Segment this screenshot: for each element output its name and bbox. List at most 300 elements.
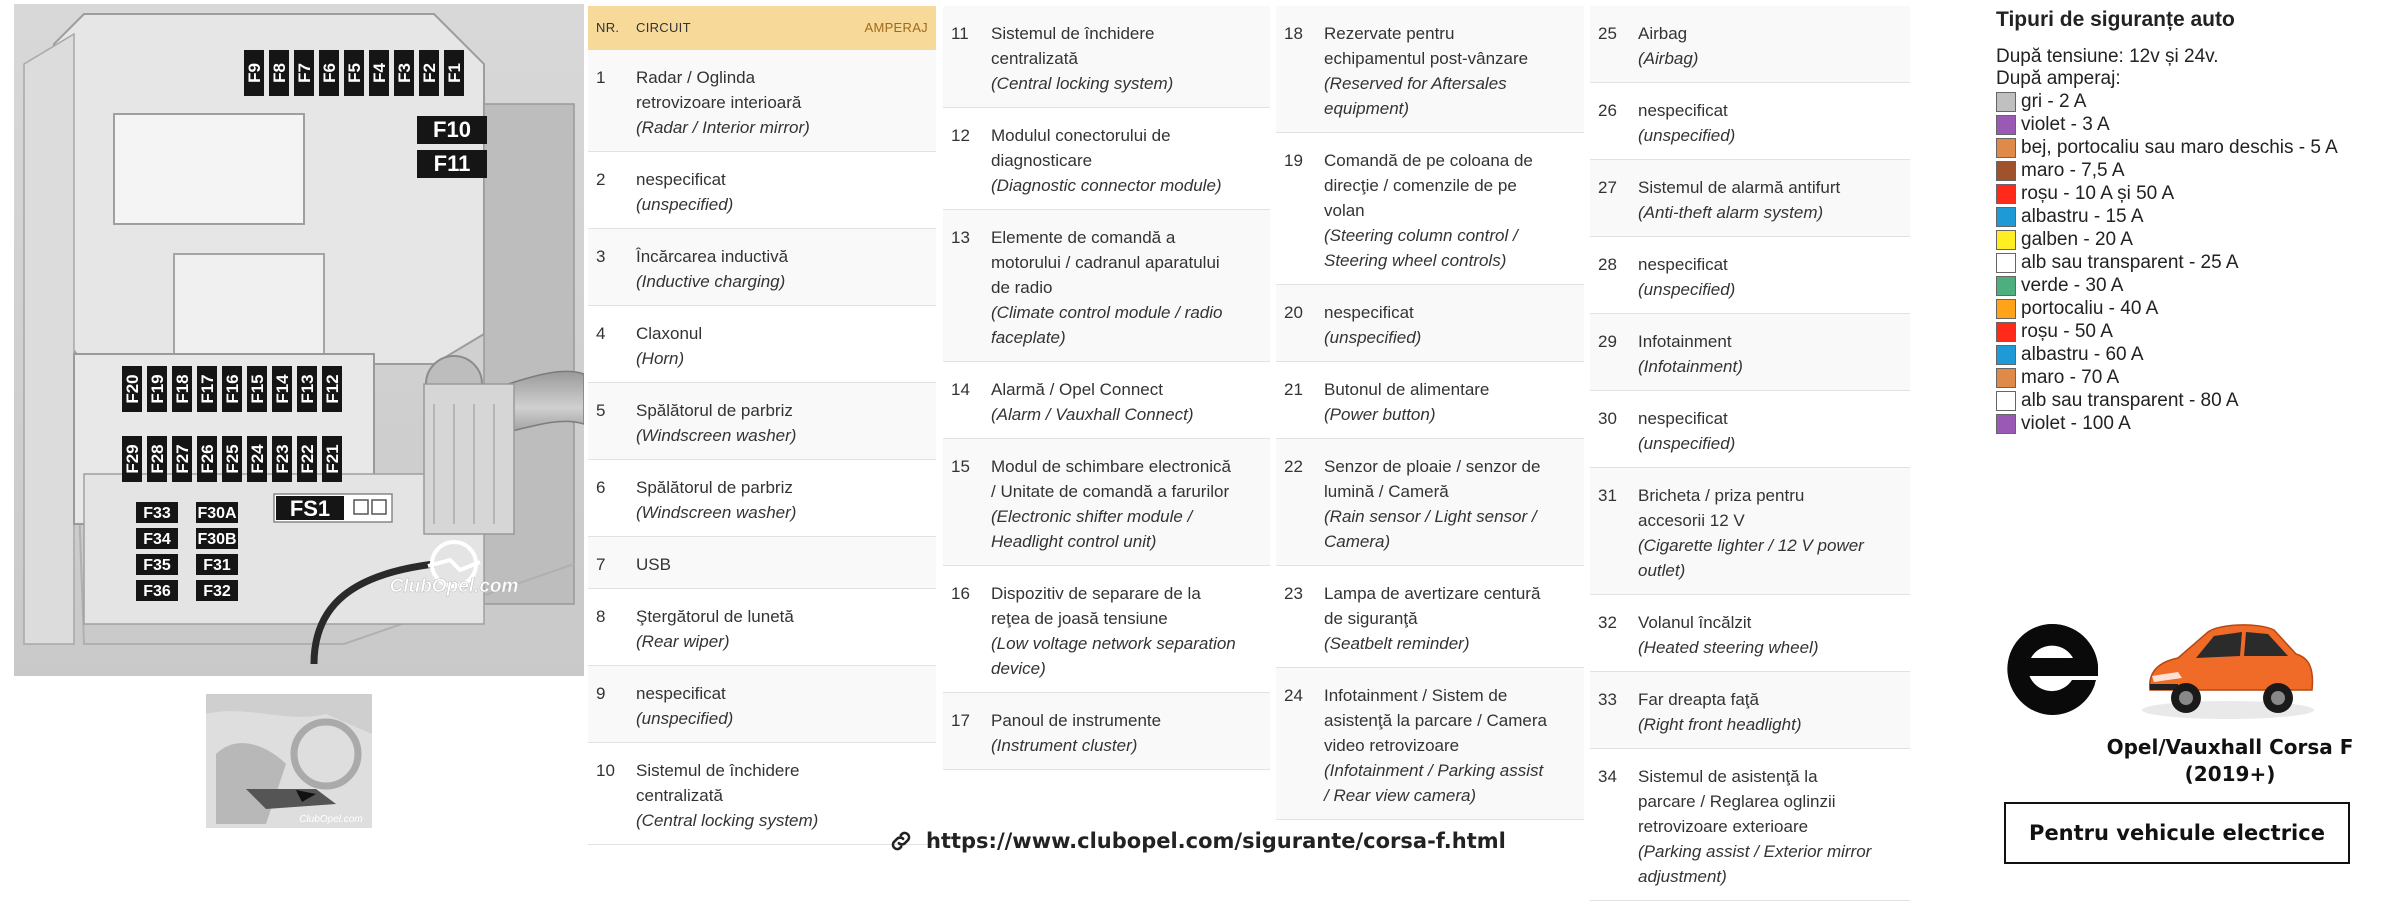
fuse-number: 31 <box>1590 468 1630 595</box>
svg-text:F9: F9 <box>245 63 264 83</box>
table-row <box>588 383 936 460</box>
circuit-ro: Elemente de comandă a motorului / cadranul aparatului de radio <box>991 228 1220 297</box>
fuse-circuit <box>1316 362 1558 439</box>
fuse-f27 <box>172 436 192 482</box>
fuse-circuit <box>1630 749 1884 901</box>
table-row <box>943 566 1270 693</box>
fuse-circuit <box>1316 6 1558 133</box>
circuit-ro: Far dreapta faţă <box>1638 690 1759 709</box>
fuse-table-column-4 <box>1590 6 1910 901</box>
legend-item <box>1996 343 2376 366</box>
legend-swatch <box>1996 138 2016 158</box>
legend-amperage-heading: După amperaj: <box>1996 68 2121 89</box>
circuit-ro: nespecificat <box>636 684 726 703</box>
legend-item <box>1996 136 2376 159</box>
circuit-en: (Heated steering wheel) <box>1638 638 1819 657</box>
fuse-f30a <box>196 502 238 523</box>
fuse-f8 <box>269 50 289 96</box>
table-row <box>1590 6 1910 83</box>
fuse-f4 <box>369 50 389 96</box>
fuse-f35 <box>136 554 178 575</box>
circuit-en: (Rear wiper) <box>636 632 730 651</box>
svg-text:F8: F8 <box>270 63 289 83</box>
svg-text:F5: F5 <box>345 63 364 83</box>
circuit-ro: Butonul de alimentare <box>1324 380 1490 399</box>
circuit-ro: nespecificat <box>1638 101 1728 120</box>
car-model-years: (2019+) <box>2184 762 2276 786</box>
legend-label: roșu - 10 A și 50 A <box>2021 183 2175 204</box>
fuse-number: 1 <box>588 50 628 152</box>
fuse-amperage <box>856 306 936 383</box>
fuse-fs1 <box>274 494 392 522</box>
svg-text:F7: F7 <box>295 63 314 83</box>
fuse-amperage <box>856 666 936 743</box>
table-row <box>1590 595 1910 672</box>
fuse-amperage <box>1884 314 1910 391</box>
fuse-circuit <box>983 108 1244 210</box>
circuit-en: (unspecified) <box>1638 280 1736 299</box>
fuse-amperage <box>1884 672 1910 749</box>
legend-swatch <box>1996 299 2016 319</box>
svg-text:F26: F26 <box>198 444 217 474</box>
fuse-number: 29 <box>1590 314 1630 391</box>
fuse-circuit <box>628 50 856 152</box>
fuse-amperage <box>1244 210 1270 362</box>
fuse-color-legend <box>1996 8 2376 435</box>
source-url: https://www.clubopel.com/sigurante/corsa-f.html <box>926 829 1506 853</box>
location-thumbnail <box>206 694 372 828</box>
fuse-circuit <box>983 439 1244 566</box>
table-row <box>1276 668 1584 820</box>
legend-swatch <box>1996 414 2016 434</box>
table-row <box>943 439 1270 566</box>
svg-text:F12: F12 <box>323 374 342 404</box>
table-row <box>588 229 936 306</box>
fuse-number: 34 <box>1590 749 1630 901</box>
fuse-circuit <box>628 306 856 383</box>
fuse-circuit <box>983 6 1244 108</box>
legend-voltage: După tensiune: 12v și 24v. <box>1996 46 2219 67</box>
fuse-f9 <box>244 50 264 96</box>
legend-label: verde - 30 A <box>2021 275 2124 296</box>
fuse-f1 <box>444 50 464 96</box>
circuit-ro: Modulul conectorului de diagnosticare <box>991 126 1171 170</box>
svg-text:F2: F2 <box>420 63 439 83</box>
circuit-ro: Bricheta / priza pentru accesorii 12 V <box>1638 486 1805 530</box>
car-model-name: Opel/Vauxhall Corsa F <box>2106 735 2354 759</box>
header-circuit: CIRCUIT <box>628 6 856 50</box>
circuit-en: (Central locking system) <box>636 811 819 830</box>
table-row <box>1276 6 1584 133</box>
fuse-f31 <box>196 554 238 575</box>
legend-swatch <box>1996 253 2016 273</box>
legend-item <box>1996 205 2376 228</box>
table-row <box>1590 237 1910 314</box>
fuse-amperage <box>1884 749 1910 901</box>
fuse-number: 20 <box>1276 285 1316 362</box>
circuit-ro: Sistemul de închidere centralizată <box>991 24 1155 68</box>
circuit-en: (Windscreen washer) <box>636 426 797 445</box>
svg-text:F22: F22 <box>298 444 317 474</box>
fuse-number: 25 <box>1590 6 1630 83</box>
table-row <box>1590 160 1910 237</box>
fuse-f26 <box>197 436 217 482</box>
legend-label: violet - 3 A <box>2021 114 2110 135</box>
fuse-f5 <box>344 50 364 96</box>
table-row <box>588 152 936 229</box>
fuse-f18 <box>172 366 192 412</box>
svg-text:F1: F1 <box>445 63 464 83</box>
fuse-amperage <box>1884 237 1910 314</box>
fuse-row-lower <box>122 436 342 482</box>
fuse-f30b <box>196 528 238 549</box>
svg-text:F21: F21 <box>323 444 342 474</box>
fuse-amperage <box>1884 595 1910 672</box>
circuit-en: (Electronic shifter module / Headlight control unit) <box>991 507 1193 551</box>
table-row <box>1276 133 1584 285</box>
fuse-f29 <box>122 436 142 482</box>
fuse-f7 <box>294 50 314 96</box>
link-icon <box>888 828 914 854</box>
table-row <box>1276 439 1584 566</box>
legend-title: Tipuri de siguranțe auto <box>1996 8 2235 31</box>
fuse-number: 18 <box>1276 6 1316 133</box>
car-model-title <box>2080 734 2380 788</box>
fuse-amperage <box>1558 566 1584 668</box>
fuse-amperage <box>1244 693 1270 770</box>
svg-text:F33: F33 <box>143 505 171 522</box>
fuse-circuit <box>1630 468 1884 595</box>
fuse-amperage <box>1884 160 1910 237</box>
svg-text:F17: F17 <box>198 374 217 404</box>
table-row <box>943 693 1270 770</box>
legend-label: bej, portocaliu sau maro deschis - 5 A <box>2021 137 2338 158</box>
fuse-circuit <box>983 566 1244 693</box>
circuit-ro: Claxonul <box>636 324 703 343</box>
fuse-number: 28 <box>1590 237 1630 314</box>
table-row <box>1590 391 1910 468</box>
circuit-en: (Infotainment) <box>1638 357 1743 376</box>
fuse-circuit <box>628 589 856 666</box>
circuit-ro: Comandă de pe coloana de direcţie / comenzile de pe volan <box>1324 151 1533 220</box>
fuse-number: 16 <box>943 566 983 693</box>
fuse-number: 17 <box>943 693 983 770</box>
svg-text:F11: F11 <box>433 151 471 176</box>
svg-text:F30B: F30B <box>197 531 237 548</box>
circuit-en: (unspecified) <box>636 195 734 214</box>
legend-swatch <box>1996 368 2016 388</box>
circuit-ro: Infotainment <box>1638 332 1732 351</box>
table-row <box>588 460 936 537</box>
legend-label: albastru - 15 A <box>2021 206 2144 227</box>
fuse-amperage <box>1558 133 1584 285</box>
circuit-en: (Diagnostic connector module) <box>991 176 1222 195</box>
table-row <box>1276 285 1584 362</box>
circuit-en: (Radar / Interior mirror) <box>636 118 810 137</box>
fuse-circuit <box>628 229 856 306</box>
header-nr: NR. <box>588 6 628 50</box>
circuit-ro: Dispozitiv de separare de la reţea de joasă tensiune <box>991 584 1201 628</box>
circuit-en: (Reserved for Aftersales equipment) <box>1324 74 1507 118</box>
fuse-circuit <box>1630 237 1884 314</box>
fuse-f19 <box>147 366 167 412</box>
svg-text:F15: F15 <box>248 374 267 404</box>
legend-item <box>1996 113 2376 136</box>
fuse-circuit <box>1630 160 1884 237</box>
circuit-ro: Modul de schimbare electronică / Unitate de comandă a farurilor <box>991 457 1232 501</box>
fuse-number: 30 <box>1590 391 1630 468</box>
legend-item <box>1996 320 2376 343</box>
circuit-en: (Rain sensor / Light sensor / Camera) <box>1324 507 1537 551</box>
circuit-ro: USB <box>636 555 671 574</box>
circuit-ro: Volanul încălzit <box>1638 613 1752 632</box>
fuse-number: 13 <box>943 210 983 362</box>
circuit-ro: Ştergătorul de lunetă <box>636 607 794 626</box>
circuit-ro: Rezervate pentru echipamentul post-vânzare <box>1324 24 1529 68</box>
circuit-ro: Lampa de avertizare centură de siguranţă <box>1324 584 1541 628</box>
svg-text:F24: F24 <box>248 444 267 474</box>
fuse-f14 <box>272 366 292 412</box>
fuse-circuit <box>628 460 856 537</box>
circuit-en: (Instrument cluster) <box>991 736 1138 755</box>
circuit-en: (unspecified) <box>1638 434 1736 453</box>
fuse-f17 <box>197 366 217 412</box>
circuit-ro: Sistemul de alarmă antifurt <box>1638 178 1841 197</box>
circuit-ro: Spălătorul de parbriz <box>636 478 793 497</box>
fuse-amperage <box>1884 83 1910 160</box>
fuse-number: 15 <box>943 439 983 566</box>
fuse-amperage <box>856 383 936 460</box>
fuse-amperage <box>856 589 936 666</box>
fuse-number: 23 <box>1276 566 1316 668</box>
legend-item <box>1996 251 2376 274</box>
fuse-number: 6 <box>588 460 628 537</box>
circuit-en: (Infotainment / Parking assist / Rear view camera) <box>1324 761 1544 805</box>
circuit-en: (unspecified) <box>1638 126 1736 145</box>
table-row <box>588 306 936 383</box>
fuse-amperage <box>856 152 936 229</box>
fuse-number: 24 <box>1276 668 1316 820</box>
svg-text:F20: F20 <box>123 374 142 404</box>
legend-swatch <box>1996 322 2016 342</box>
legend-swatch <box>1996 115 2016 135</box>
fuse-f6 <box>319 50 339 96</box>
fuse-circuit <box>628 666 856 743</box>
fuse-f28 <box>147 436 167 482</box>
table-row <box>943 108 1270 210</box>
circuit-ro: Infotainment / Sistem de asistenţă la parcare / Camera video retrovizoare <box>1324 686 1547 755</box>
circuit-en: (Parking assist / Exterior mirror adjustment) <box>1638 842 1872 886</box>
circuit-en: (Steering column control / Steering wheel controls) <box>1324 226 1518 270</box>
fuse-number: 32 <box>1590 595 1630 672</box>
fuse-f13 <box>297 366 317 412</box>
fuse-row-top <box>244 50 464 96</box>
fuse-circuit <box>1630 6 1884 83</box>
svg-text:F4: F4 <box>370 63 389 83</box>
fuse-number: 33 <box>1590 672 1630 749</box>
legend-label: portocaliu - 40 A <box>2021 298 2159 319</box>
fuse-amperage <box>1244 566 1270 693</box>
circuit-en: (Right front headlight) <box>1638 715 1802 734</box>
legend-item <box>1996 228 2376 251</box>
fuse-circuit <box>1630 314 1884 391</box>
circuit-ro: Alarmă / Opel Connect <box>991 380 1163 399</box>
fuse-circuit <box>1316 668 1558 820</box>
fuse-circuit <box>1630 595 1884 672</box>
legend-label: gri - 2 A <box>2021 91 2087 112</box>
legend-label: albastru - 60 A <box>2021 344 2144 365</box>
circuit-en: (Windscreen washer) <box>636 503 797 522</box>
svg-text:F25: F25 <box>223 444 242 474</box>
fuse-number: 22 <box>1276 439 1316 566</box>
fuse-f12 <box>322 366 342 412</box>
legend-swatch <box>1996 230 2016 250</box>
fuse-f3 <box>394 50 414 96</box>
table-row <box>588 537 936 589</box>
fuse-f15 <box>247 366 267 412</box>
fuse-amperage <box>1558 362 1584 439</box>
circuit-ro: nespecificat <box>1324 303 1414 322</box>
circuit-ro: Sistemul de asistenţă la parcare / Reglarea oglinzii retrovizoare exterioare <box>1638 767 1836 836</box>
fuse-number: 4 <box>588 306 628 383</box>
fuse-circuit <box>628 537 856 589</box>
fuse-f21 <box>322 436 342 482</box>
table-row <box>943 362 1270 439</box>
source-link[interactable] <box>888 828 1506 854</box>
table-row <box>1590 314 1910 391</box>
svg-text:F30A: F30A <box>197 505 237 522</box>
svg-text:F16: F16 <box>223 374 242 404</box>
circuit-en: (Anti-theft alarm system) <box>1638 203 1824 222</box>
fuse-circuit <box>983 210 1244 362</box>
circuit-en: (Power button) <box>1324 405 1436 424</box>
circuit-en: (Inductive charging) <box>636 272 786 291</box>
legend-label: alb sau transparent - 25 A <box>2021 252 2239 273</box>
legend-item <box>1996 182 2376 205</box>
electric-vehicles-button[interactable]: Pentru vehicule electrice <box>2004 802 2350 864</box>
fuse-amperage <box>1884 6 1910 83</box>
fuse-row-middle <box>122 366 342 412</box>
fuse-circuit <box>1316 566 1558 668</box>
fuse-amperage <box>856 229 936 306</box>
fuse-f36 <box>136 580 178 601</box>
fuse-amperage <box>856 460 936 537</box>
svg-text:F31: F31 <box>203 557 231 574</box>
circuit-en: (unspecified) <box>636 709 734 728</box>
fuse-circuit <box>983 362 1244 439</box>
table-row <box>1590 83 1910 160</box>
fuse-f32 <box>196 580 238 601</box>
table-row <box>588 743 936 845</box>
fuse-circuit <box>1630 83 1884 160</box>
fuse-f34 <box>136 528 178 549</box>
legend-swatch <box>1996 276 2016 296</box>
circuit-en: (Seatbelt reminder) <box>1324 634 1470 653</box>
fuse-table-column-2 <box>943 6 1270 770</box>
table-row <box>943 210 1270 362</box>
legend-label: roșu - 50 A <box>2021 321 2113 342</box>
svg-text:F19: F19 <box>148 374 167 404</box>
svg-text:F10: F10 <box>433 117 471 142</box>
table-row <box>1590 672 1910 749</box>
fuse-box-diagram <box>14 4 584 676</box>
fuse-big-1 <box>417 116 487 144</box>
fuse-circuit <box>1316 285 1558 362</box>
circuit-ro: nespecificat <box>636 170 726 189</box>
fuse-amperage <box>1244 362 1270 439</box>
table-row <box>943 6 1270 108</box>
fuse-number: 7 <box>588 537 628 589</box>
circuit-en: (Airbag) <box>1638 49 1699 68</box>
svg-text:F35: F35 <box>143 557 171 574</box>
circuit-ro: Radar / Oglinda retrovizoare interioară <box>636 68 802 112</box>
fuse-amperage <box>1558 6 1584 133</box>
circuit-ro: nespecificat <box>1638 255 1728 274</box>
legend-item <box>1996 159 2376 182</box>
fuse-circuit <box>628 383 856 460</box>
fuse-circuit <box>628 152 856 229</box>
legend-swatch <box>1996 207 2016 227</box>
table-row <box>1276 566 1584 668</box>
circuit-en: (Alarm / Vauxhall Connect) <box>991 405 1194 424</box>
fuse-number: 9 <box>588 666 628 743</box>
circuit-en: (Climate control module / radio faceplate) <box>991 303 1223 347</box>
fuse-number: 12 <box>943 108 983 210</box>
legend-item <box>1996 297 2376 320</box>
fuse-number: 14 <box>943 362 983 439</box>
table-row <box>1276 362 1584 439</box>
circuit-ro: Senzor de ploaie / senzor de lumină / Cameră <box>1324 457 1541 501</box>
fuse-amperage <box>856 537 936 589</box>
legend-label: maro - 7,5 A <box>2021 160 2125 181</box>
svg-text:F34: F34 <box>143 531 171 548</box>
fuse-number: 26 <box>1590 83 1630 160</box>
circuit-ro: Sistemul de închidere centralizată <box>636 761 800 805</box>
legend-item <box>1996 366 2376 389</box>
svg-text:FS1: FS1 <box>289 496 331 521</box>
fuse-circuit <box>628 743 856 845</box>
legend-swatch <box>1996 345 2016 365</box>
fuse-number: 2 <box>588 152 628 229</box>
table-header-row <box>588 6 936 50</box>
car-image <box>2138 606 2318 724</box>
legend-label: violet - 100 A <box>2021 413 2131 434</box>
fuse-amperage <box>1558 439 1584 566</box>
fuse-big-2 <box>417 150 487 178</box>
circuit-en: (Horn) <box>636 349 685 368</box>
circuit-ro: Panoul de instrumente <box>991 711 1162 730</box>
fuse-table-column-3 <box>1276 6 1584 820</box>
svg-text:F18: F18 <box>173 374 192 404</box>
fuse-f22 <box>297 436 317 482</box>
circuit-ro: Airbag <box>1638 24 1688 43</box>
legend-item <box>1996 90 2376 113</box>
svg-text:F3: F3 <box>395 63 414 83</box>
svg-text:F36: F36 <box>143 583 171 600</box>
fuse-table-column-1 <box>588 6 936 845</box>
fuse-amperage <box>1244 439 1270 566</box>
circuit-en: (Low voltage network separation device) <box>991 634 1236 678</box>
table-row <box>1590 749 1910 901</box>
fuse-f24 <box>247 436 267 482</box>
fuse-number: 27 <box>1590 160 1630 237</box>
circuit-en: (Central locking system) <box>991 74 1174 93</box>
fuse-number: 3 <box>588 229 628 306</box>
legend-label: maro - 70 A <box>2021 367 2120 388</box>
circuit-ro: Încărcarea inductivă <box>636 247 789 266</box>
fuse-circuit <box>1630 391 1884 468</box>
fuse-amperage <box>1244 6 1270 108</box>
